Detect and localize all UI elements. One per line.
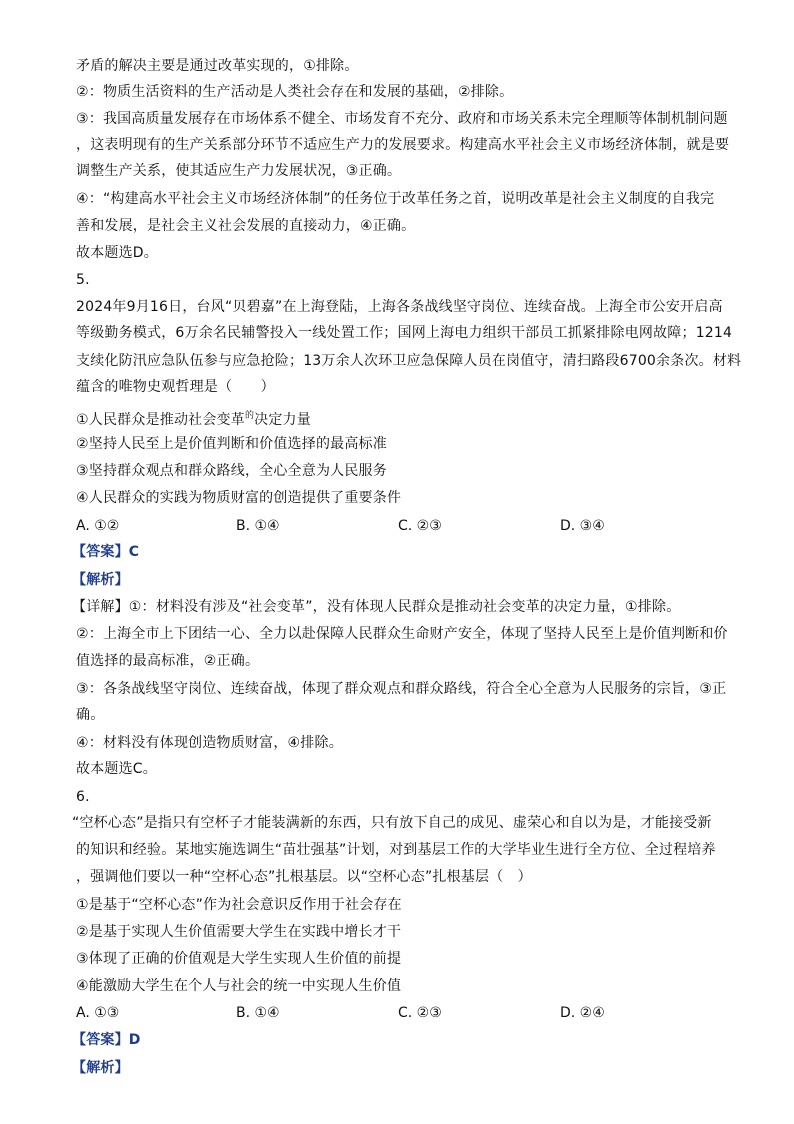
text-line: ，强调他们要以一种“空杯心态”扎根基层。以“空杯心态”扎根基层（ ） (76, 869, 532, 885)
detail-line: ②：上海全市上下团结一心、全力以赴保障人民群众生命财产安全，体现了坚持人民至上是价值判断和价 (76, 626, 728, 642)
text-line: ④：“构建高水平社会主义市场经济体制”的任务位于改革任务之首，说明改革是社会主义制度的自我完 (76, 191, 715, 207)
answer-label: 【答案】C (72, 544, 140, 560)
analysis-label: 【解析】 (72, 1060, 129, 1076)
option-d: D. ③④ (560, 518, 605, 534)
option-b: B. ①④ (236, 518, 280, 534)
text-line: ，这表明现有的生产关系部分环节不适应生产力的发展要求。构建高水平社会主义市场经济体制，就是要 (76, 137, 730, 153)
detail-line: ③：各条战线坚守岗位、连续奋战，体现了群众观点和群众路线，符合全心全意为人民服务的宗旨，③正 (76, 681, 727, 697)
choice-statement: ①人民群众是推动社会变革$^的$决定力量 (76, 411, 311, 428)
detail-line: 值选择的最高标准，②正确。 (76, 653, 260, 669)
option-d: D. ②④ (560, 1005, 605, 1021)
question-number: 6. (76, 789, 90, 805)
text-line: ②：物质生活资料的生产活动是人类社会存在和发展的基础，②排除。 (76, 84, 514, 100)
option-b: B. ①④ (236, 1005, 280, 1021)
detail-line: 故本题选C。 (76, 761, 157, 777)
choice-statement: ①是基于“空杯心态”作为社会意识反作用于社会存在 (76, 897, 402, 913)
question-number: 5. (76, 272, 90, 288)
choice-statement: ③体现了正确的价值观是大学生实现人生价值的前提 (76, 951, 402, 967)
detail-line: 确。 (76, 707, 105, 723)
text-line: 善和发展，是社会主义社会发展的直接动力，④正确。 (76, 218, 416, 234)
choice-statement: ④人民群众的实践为物质财富的创造提供了重要条件 (76, 490, 402, 506)
choice-statement: ③坚持群众观点和群众路线，全心全意为人民服务 (76, 463, 387, 479)
option-a: A. ①② (76, 518, 120, 534)
text-line: 支续化防汛应急队伍参与应急抢险；13万余人次环卫应急保障人员在岗值守，清扫路段6700余条次。材料 (76, 353, 742, 369)
text-line: 矛盾的解决主要是通过改革实现的，①排除。 (76, 58, 359, 74)
choice-statement: ④能激励大学生在个人与社会的统一中实现人生价值 (76, 978, 402, 994)
text-line: ③：我国高质量发展存在市场体系不健全、市场发育不充分、政府和市场关系未完全理顺等体制机制问题 (76, 111, 728, 127)
choice-statement: ②坚持人民至上是价值判断和价值选择的最高标准 (76, 436, 387, 452)
text-line: 等级勤务模式，6万余名民辅警投入一线处置工作；国网上海电力组织干部员工抓紧排除电网故障；1214 (76, 325, 733, 341)
text-line: 蕴含的唯物史观哲理是（ ） (76, 379, 275, 395)
q5-options (76, 516, 736, 536)
option-c: C. ②③ (398, 518, 442, 534)
text-line: 调整生产关系，使其适应生产力发展状况，③正确。 (76, 163, 402, 179)
text-line: 的知识和经验。某地实施选调生“苗壮强基”计划，对到基层工作的大学毕业生进行全方位、全过程培养 (76, 842, 716, 858)
text-line: 2024年9月16日，台风“贝碧嘉”在上海登陆，上海各条战线坚守岗位、连续奋战。上海全市公安开启高 (76, 299, 723, 315)
detail-line: 【详解】①：材料没有涉及“社会变革”，没有体现人民群众是推动社会变革的决定力量，①排除。 (72, 599, 681, 615)
analysis-label: 【解析】 (72, 572, 129, 588)
option-a: A. ①③ (76, 1005, 120, 1021)
option-c: C. ②③ (398, 1005, 442, 1021)
choice-statement: ②是基于实现人生价值需要大学生在实践中增长才干 (76, 924, 402, 940)
text-line: 故本题选D。 (76, 245, 158, 261)
text-line: “空杯心态”是指只有空杯子才能装满新的东西，只有放下自己的成见、虚荣心和自以为是，才能接受新 (72, 815, 712, 831)
detail-line: ④：材料没有体现创造物质财富，④排除。 (76, 735, 343, 751)
answer-label: 【答案】D (72, 1032, 141, 1048)
q6-options (76, 1003, 736, 1023)
